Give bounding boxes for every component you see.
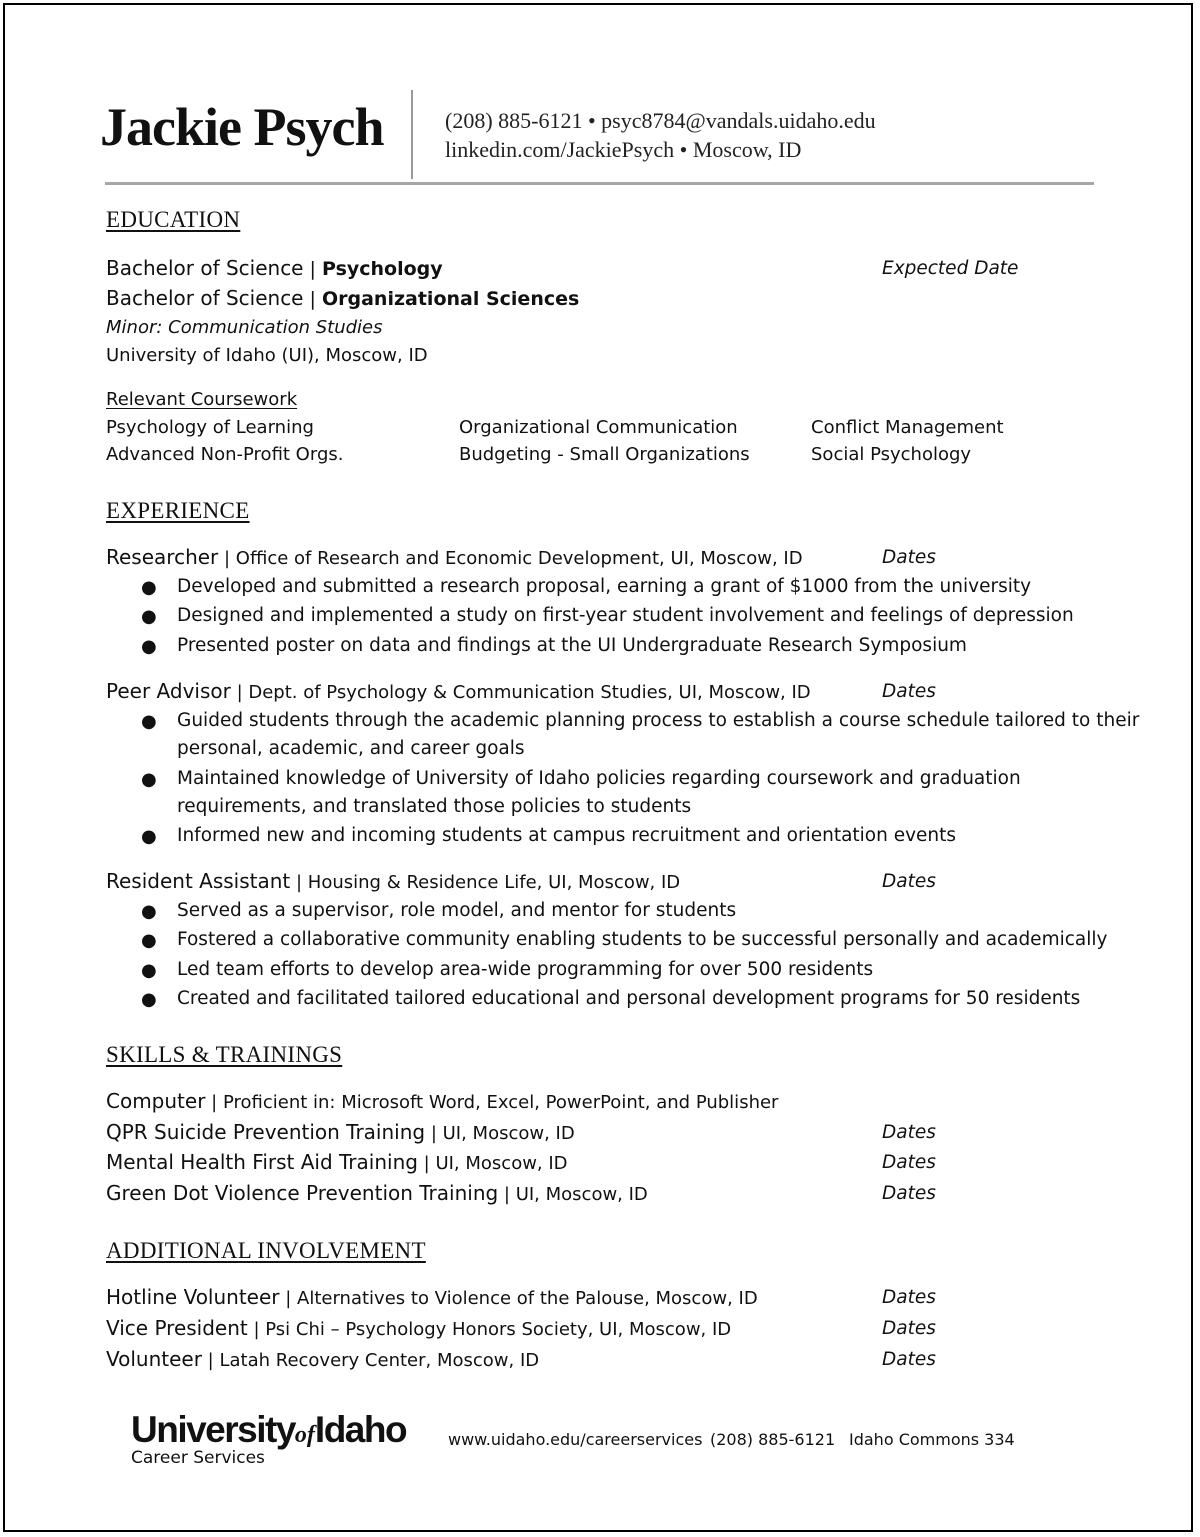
bullet-text: Maintained knowledge of University of Idaho policies regarding coursework and graduation [177, 768, 1021, 789]
bullet-dot: ● [141, 960, 157, 981]
degree-1-label: Bachelor of Science [106, 256, 304, 280]
footer-location: Idaho Commons 334 [849, 1430, 1015, 1449]
logo-idaho-text: Idaho [314, 1409, 407, 1450]
job-org: Dept. of Psychology & Communication Studies, UI, Moscow, ID [248, 682, 811, 703]
bullet-text: Presented poster on data and findings at the UI Undergraduate Research Symposium [177, 635, 967, 656]
education-heading: EDUCATION [106, 207, 241, 232]
bullet-dot: ● [141, 769, 157, 790]
job-title: Resident Assistant [106, 869, 291, 893]
degree-1-major: Psychology [321, 258, 443, 280]
skill-date: Dates [882, 1183, 936, 1204]
course-item: Budgeting - Small Organizations [459, 444, 750, 465]
involvement-title: Vice President [106, 1316, 248, 1340]
logo-subtitle: Career Services [131, 1448, 265, 1468]
logo-of-text: of [294, 1422, 315, 1448]
logo-university-text: University [131, 1409, 295, 1450]
involvement-title: Volunteer [106, 1347, 202, 1371]
degree-1: Bachelor of Science | Psychology [106, 256, 443, 280]
involvement-item: Hotline Volunteer | Alternatives to Violence of the Palouse, Moscow, ID [106, 1285, 758, 1309]
university-logo [131, 1409, 406, 1468]
course-item: Advanced Non-Profit Orgs. [106, 444, 344, 465]
bullet-text-continued: requirements, and translated those policies to students [177, 796, 692, 817]
bullet-dot: ● [141, 989, 157, 1010]
school: University of Idaho (UI), Moscow, ID [106, 345, 428, 366]
bullet-dot: ● [141, 901, 157, 922]
bullet-text: Guided students through the academic planning process to establish a course schedule tailored to their [177, 710, 1140, 731]
job-researcher: Researcher | Office of Research and Economic Development, UI, Moscow, ID [106, 545, 803, 569]
bullet-text: Led team efforts to develop area-wide programming for over 500 residents [177, 959, 874, 980]
bullet-text: Designed and implemented a study on first-year student involvement and feelings of depression [177, 605, 1074, 626]
skill-title: Computer [106, 1089, 206, 1113]
header-rule [105, 182, 1094, 185]
bullet-text: Created and facilitated tailored educational and personal development programs for 50 residents [177, 988, 1081, 1009]
involvement-detail: Psi Chi – Psychology Honors Society, UI, Moscow, ID [265, 1319, 732, 1340]
involvement-heading: ADDITIONAL INVOLVEMENT [106, 1238, 426, 1263]
course-item: Conflict Management [811, 417, 1004, 438]
involvement-detail: Alternatives to Violence of the Palouse, Moscow, ID [297, 1288, 758, 1309]
skill-detail: UI, Moscow, ID [515, 1184, 648, 1205]
skill-detail: Proficient in: Microsoft Word, Excel, PowerPoint, and Publisher [222, 1092, 779, 1113]
bullet-dot: ● [141, 606, 157, 627]
involvement-item: Vice President | Psi Chi – Psychology Honors Society, UI, Moscow, ID [106, 1316, 732, 1340]
degree-2-label: Bachelor of Science [106, 286, 304, 310]
contact-line-1: (208) 885-6121 • psyc8784@vandals.uidaho.edu [445, 108, 876, 133]
skill-date: Dates [882, 1122, 936, 1143]
skill-item: QPR Suicide Prevention Training | UI, Moscow, ID [106, 1120, 575, 1144]
involvement-item: Volunteer | Latah Recovery Center, Moscow, ID [106, 1347, 540, 1371]
job-org: Housing & Residence Life, UI, Moscow, ID [307, 872, 681, 893]
job-date: Dates [882, 871, 936, 892]
involvement-date: Dates [882, 1287, 936, 1308]
footer-phone: (208) 885-6121 [710, 1430, 836, 1449]
coursework-heading: Relevant Coursework [106, 389, 298, 410]
bullet-text: Developed and submitted a research proposal, earning a grant of $1000 from the university [177, 576, 1032, 597]
job-title: Researcher [106, 545, 219, 569]
skill-detail: UI, Moscow, ID [442, 1123, 575, 1144]
skill-item: Computer | Proficient in: Microsoft Word, Excel, PowerPoint, and Publisher [106, 1089, 779, 1113]
course-item: Social Psychology [811, 444, 972, 465]
job-org: Office of Research and Economic Development, UI, Moscow, ID [235, 548, 803, 569]
skill-title: Mental Health First Aid Training [106, 1150, 418, 1174]
involvement-detail: Latah Recovery Center, Moscow, ID [219, 1350, 540, 1371]
skills-heading: SKILLS & TRAININGS [106, 1042, 343, 1067]
skill-detail: UI, Moscow, ID [435, 1153, 568, 1174]
bullet-text: Informed new and incoming students at campus recruitment and orientation events [177, 825, 957, 846]
involvement-date: Dates [882, 1349, 936, 1370]
course-item: Organizational Communication [459, 417, 738, 438]
contact-line-2: linkedin.com/JackiePsych • Moscow, ID [445, 137, 802, 162]
candidate-name: Jackie Psych [100, 97, 384, 157]
bullet-dot: ● [141, 577, 157, 598]
skill-title: Green Dot Violence Prevention Training [106, 1181, 499, 1205]
degree-2: Bachelor of Science | Organizational Sciences [106, 286, 580, 310]
degree-1-date: Expected Date [882, 258, 1019, 279]
skill-title: QPR Suicide Prevention Training [106, 1120, 426, 1144]
job-resident-assistant: Resident Assistant | Housing & Residence Life, UI, Moscow, ID [106, 869, 681, 893]
involvement-date: Dates [882, 1318, 936, 1339]
involvement-title: Hotline Volunteer [106, 1285, 280, 1309]
job-peer-advisor: Peer Advisor | Dept. of Psychology & Communication Studies, UI, Moscow, ID [106, 679, 811, 703]
skill-date: Dates [882, 1152, 936, 1173]
bullet-text-continued: personal, academic, and career goals [177, 738, 525, 759]
bullet-dot: ● [141, 930, 157, 951]
bullet-dot: ● [141, 826, 157, 847]
job-date: Dates [882, 681, 936, 702]
minor: Minor: Communication Studies [106, 317, 383, 338]
degree-2-major: Organizational Sciences [321, 288, 580, 310]
course-item: Psychology of Learning [106, 417, 314, 438]
bullet-dot: ● [141, 636, 157, 657]
skill-item: Mental Health First Aid Training | UI, Moscow, ID [106, 1150, 568, 1174]
bullet-dot: ● [141, 711, 157, 732]
job-title: Peer Advisor [106, 679, 231, 703]
footer-website[interactable]: www.uidaho.edu/careerservices [448, 1430, 703, 1449]
job-date: Dates [882, 547, 936, 568]
bullet-text: Fostered a collaborative community enabling students to be successful personally and academically [177, 929, 1108, 950]
bullet-text: Served as a supervisor, role model, and mentor for students [177, 900, 737, 921]
header-divider [411, 90, 413, 179]
skill-item: Green Dot Violence Prevention Training | UI, Moscow, ID [106, 1181, 648, 1205]
experience-heading: EXPERIENCE [106, 498, 250, 523]
